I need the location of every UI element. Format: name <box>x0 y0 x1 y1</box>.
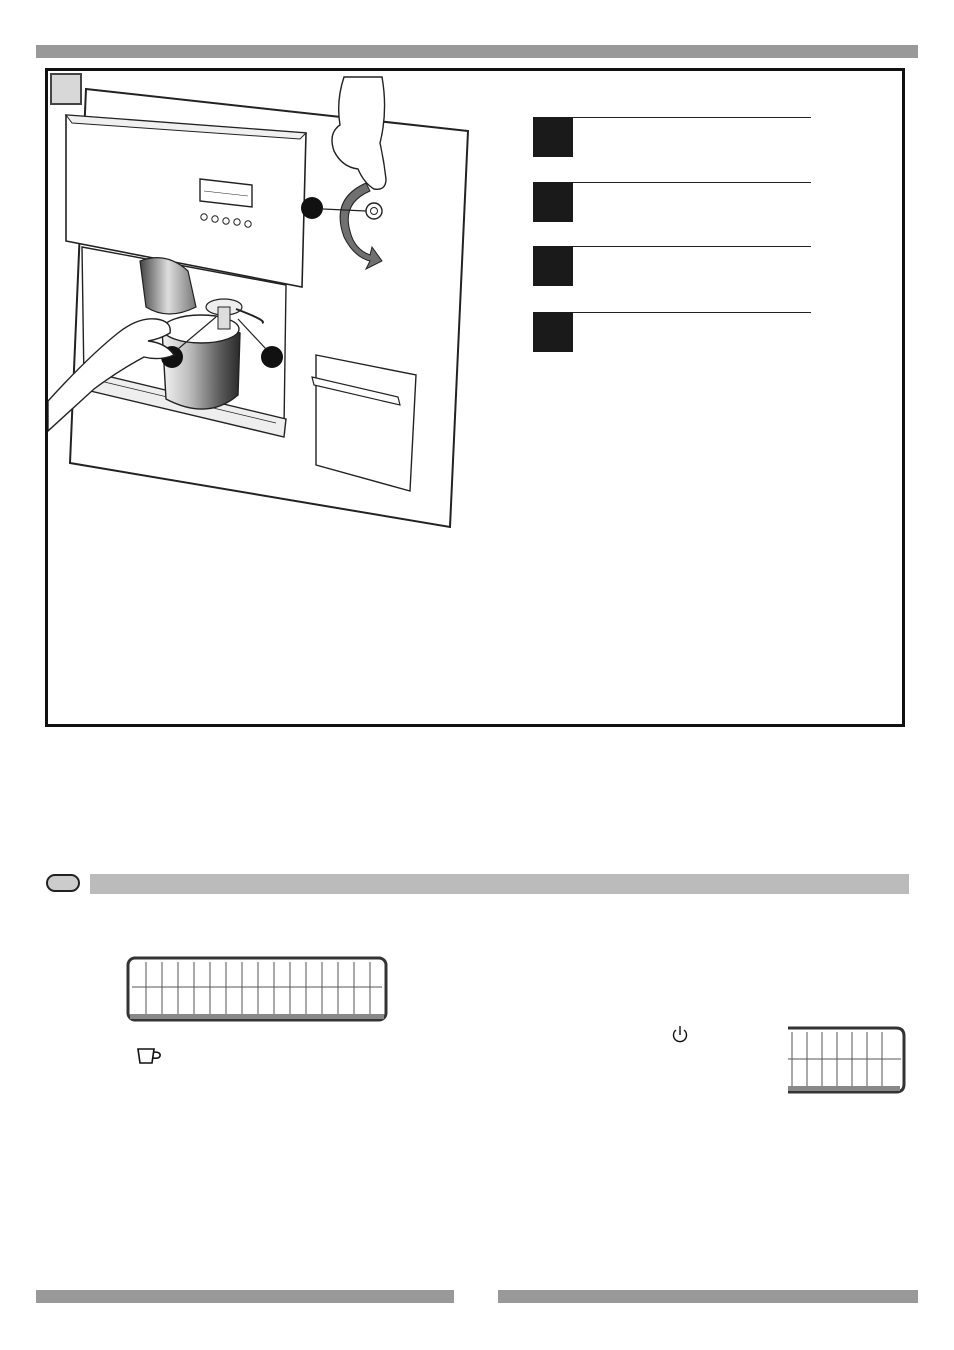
step-line-3 <box>573 246 811 247</box>
language-badge <box>46 874 80 892</box>
step-line-4 <box>573 312 811 313</box>
step-line-2 <box>573 182 811 183</box>
step-marker-2 <box>533 182 573 222</box>
section-header-bar <box>90 874 909 894</box>
power-icon <box>671 1025 689 1045</box>
lcd-display-small <box>788 1026 906 1094</box>
lcd-display-large <box>126 956 388 1022</box>
callout-circle-right <box>261 346 283 368</box>
step-marker-1 <box>533 117 573 157</box>
step-marker-3 <box>533 246 573 286</box>
step-marker-4 <box>533 312 573 352</box>
coffee-machine-illustration <box>48 71 902 724</box>
figure-frame <box>45 68 905 727</box>
step-line-1 <box>573 117 811 118</box>
cup-icon <box>136 1046 164 1066</box>
top-header-bar <box>36 45 918 58</box>
bottom-footer-bar-left <box>36 1290 454 1303</box>
callout-circle-top <box>301 197 323 219</box>
bottom-footer-bar-right <box>498 1290 918 1303</box>
